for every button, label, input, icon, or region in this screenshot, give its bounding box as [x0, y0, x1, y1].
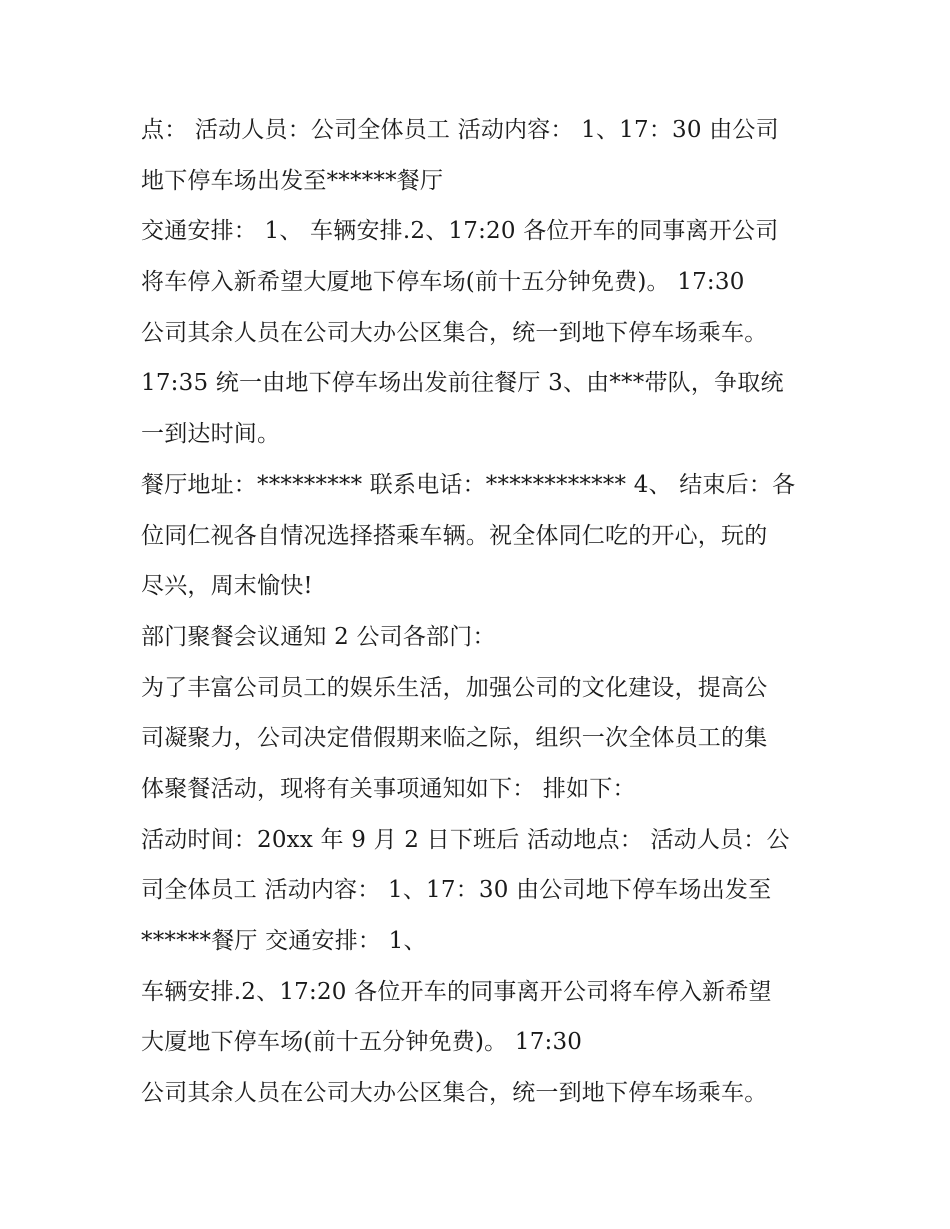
text-line: 为了丰富公司员工的娱乐生活，加强公司的文化建设，提高公 [141, 674, 768, 701]
text-line: 地下停车场出发至******餐厅 [141, 167, 444, 194]
section-heading: 部门聚餐会议通知 2 公司各部门： [141, 623, 496, 650]
document-body [141, 105, 821, 1119]
text-line: 活动时间：20xx 年 9 月 2 日下班后 活动地点： 活动人员：公 [141, 826, 790, 853]
text-line: 一到达时间。 [141, 421, 281, 448]
text-line: 尽兴，周末愉快! [141, 573, 313, 600]
text-line: 点： 活动人员：公司全体员工 活动内容： 1、17：30 由公司 [141, 117, 779, 143]
text-line: 司全体员工 活动内容： 1、17：30 由公司地下停车场出发至 [141, 877, 772, 904]
text-line: 公司其余人员在公司大办公区集合，统一到地下停车场乘车。 [141, 319, 768, 346]
text-line: 餐厅地址：********* 联系电话：************ 4、 结束后：各 [141, 471, 796, 498]
text-line: 车辆安排.2、17:20 各位开车的同事离开公司将车停入新希望 [141, 978, 772, 1005]
text-line: 交通安排： 1、 车辆安排.2、17:20 各位开车的同事离开公司 [141, 218, 779, 245]
text-line: 大厦地下停车场(前十五分钟免费)。 17:30 [141, 1029, 583, 1056]
text-line: 位同仁视各自情况选择搭乘车辆。祝全体同仁吃的开心，玩的 [141, 522, 768, 549]
text-line: 体聚餐活动，现将有关事项通知如下： 排如下： [141, 775, 636, 802]
text-line: 公司其余人员在公司大办公区集合，统一到地下停车场乘车。 [141, 1080, 768, 1107]
text-line: ******餐厅 交通安排： 1、 [141, 928, 427, 954]
text-line: 将车停入新希望大厦地下停车场(前十五分钟免费)。 17:30 [141, 269, 745, 296]
text-line: 司凝聚力，公司决定借假期来临之际，组织一次全体员工的集 [141, 725, 768, 752]
text-line: 17:35 统一由地下停车场出发前往餐厅 3、由***带队，争取统 [141, 370, 784, 397]
